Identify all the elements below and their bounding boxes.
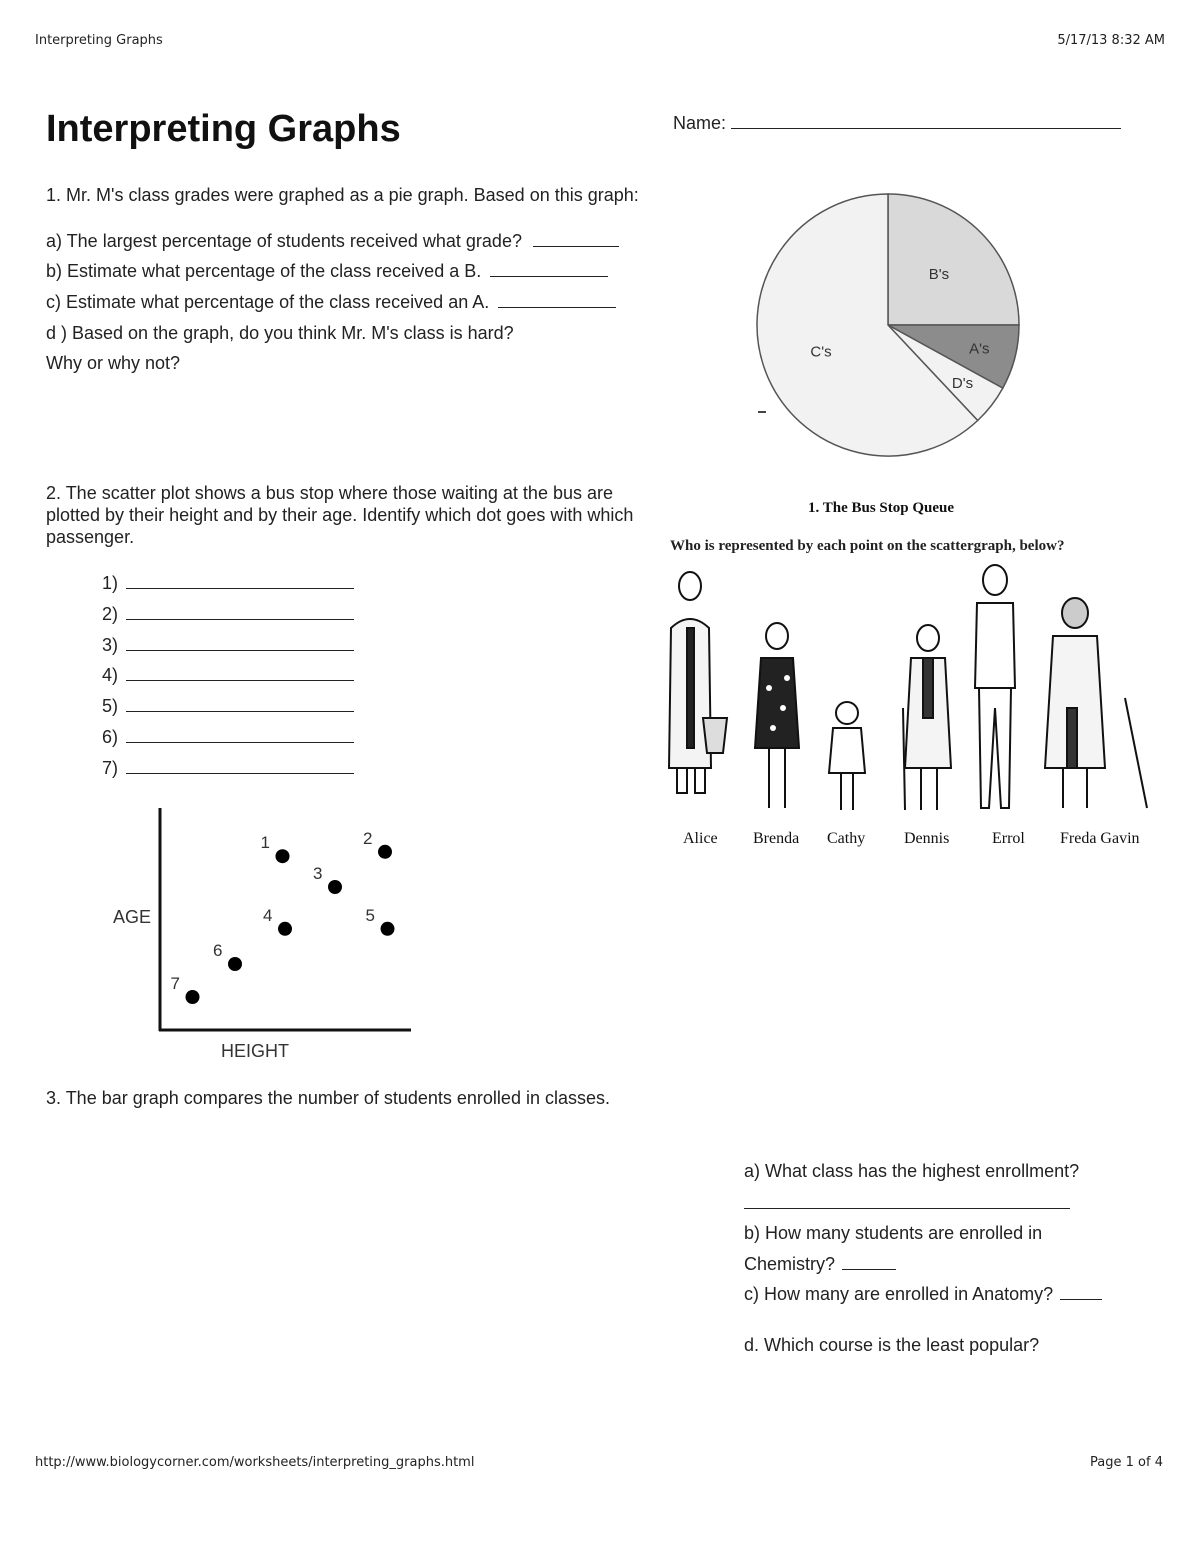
label-errol: Errol [992, 830, 1025, 847]
freda-gavin-figure [1045, 598, 1147, 808]
q2-answer-row [102, 634, 354, 656]
q3-c-text: c) How many are enrolled in Anatomy? [744, 1284, 1054, 1304]
pie-slice-label: B's [928, 266, 950, 284]
label-alice: Alice [683, 830, 718, 847]
dennis-figure [903, 625, 951, 810]
scatter-point [278, 922, 292, 936]
q1-c-text: c) Estimate what percentage of the class received an A. [46, 292, 490, 312]
q2-answer-number: 1) [102, 573, 119, 593]
q2-answer-row [102, 572, 354, 594]
header-timestamp: 5/17/13 8:32 AM [1057, 33, 1165, 48]
page-title: Interpreting Graphs [46, 108, 401, 150]
q3-c [744, 1283, 1102, 1305]
q2-answer-blank [126, 603, 354, 620]
q1-b-text: b) Estimate what percentage of the class received a B. [46, 261, 482, 281]
q2-answer-row [102, 695, 354, 717]
x-axis-label: HEIGHT [221, 1041, 290, 1061]
q2-answer-number: 7) [102, 757, 119, 778]
scatter-point-label: 7 [170, 974, 180, 993]
scatter-point [378, 845, 392, 859]
q3-b1: b) How many students are enrolled in [744, 1223, 1043, 1243]
q3-b-blank [842, 1253, 896, 1270]
label-freda-gavin: Freda Gavin [1060, 830, 1140, 847]
q2-answer-number: 2) [102, 603, 119, 624]
q3-b2 [744, 1253, 896, 1275]
q1-a-text: a) The largest percentage of students received what grade? [46, 231, 522, 251]
brenda-figure [755, 623, 799, 808]
label-brenda: Brenda [753, 830, 800, 847]
name-blank [731, 112, 1121, 129]
q2-prompt: 2. The scatter plot shows a bus stop where those waiting at the bus are plotted by their height and by their age. Identify which dot goes with which passenger. [46, 483, 634, 547]
pie-slice-label: A's [969, 340, 990, 358]
q2-answer-row [102, 726, 354, 748]
bus-stop-subtitle: Who is represented by each point on the scattergraph, below? [670, 538, 1065, 554]
pie-slice [888, 194, 1019, 325]
q2-answer-blank [126, 572, 354, 589]
q2-answer-row [102, 664, 354, 686]
pie-slice-label: C's [810, 343, 832, 361]
grades-pie-chart [740, 185, 1040, 475]
errol-figure [975, 565, 1015, 808]
q3-prompt: 3. The bar graph compares the number of students enrolled in classes. [46, 1088, 610, 1108]
q2-answer-number: 4) [102, 665, 119, 686]
q2-answer-blank [126, 695, 354, 712]
q2-answer-number: 5) [102, 696, 119, 717]
q3-d: d. Which course is the least popular? [744, 1335, 1040, 1355]
label-dennis: Dennis [904, 830, 950, 847]
q2-answer-row [102, 603, 354, 625]
scatter-point [328, 880, 342, 894]
q2-answer-blank [126, 664, 354, 681]
q1-prompt: 1. Mr. M's class grades were graphed as a pie graph. Based on this graph: [46, 185, 639, 205]
pie-slice-label: D's [951, 374, 974, 392]
q2-answer-number: 6) [102, 727, 119, 747]
scatter-point-label: 1 [260, 833, 270, 853]
bus-stop-illustration [665, 498, 1160, 858]
q1-d: d ) Based on the graph, do you think Mr. M's class is hard? [46, 323, 514, 343]
q2-answer-blank [126, 634, 354, 651]
q1-a [46, 230, 619, 252]
scatter-point-label: 2 [363, 828, 373, 848]
q1-d2: Why or why not? [46, 353, 181, 373]
scatter-point [228, 957, 242, 971]
scatter-point-label: 5 [365, 905, 375, 925]
q1-c-blank [498, 291, 616, 308]
q1-a-blank [533, 230, 619, 247]
q1-c [46, 291, 616, 313]
scatter-point [186, 990, 200, 1004]
footer-url[interactable]: http://www.biologycorner.com/worksheets/interpreting_graphs.html [35, 1455, 475, 1470]
bus-stop-scatter-plot [100, 800, 430, 1070]
scatter-point-label: 6 [213, 941, 223, 960]
name-label: Name: [673, 113, 727, 133]
cathy-figure [829, 702, 865, 810]
q2-answer-blank [126, 757, 354, 774]
q1-b [46, 260, 608, 282]
q2-answer-row [102, 757, 354, 779]
footer-page-number: Page 1 of 4 [1090, 1455, 1163, 1470]
y-axis-label: AGE [113, 907, 152, 927]
q3-a: a) What class has the highest enrollment? [744, 1161, 1080, 1181]
q1-b-blank [490, 260, 608, 277]
scatter-point [276, 849, 290, 863]
bus-stop-title: 1. The Bus Stop Queue [808, 500, 955, 516]
q2-answer-number: 3) [102, 634, 119, 655]
header-doc-title: Interpreting Graphs [35, 33, 163, 48]
scatter-point-label: 3 [313, 864, 323, 883]
q3-b2-text: Chemistry? [744, 1254, 836, 1274]
name-field [673, 112, 1121, 134]
alice-figure [669, 572, 727, 793]
queue-figures [665, 558, 1160, 823]
scatter-point [381, 922, 395, 936]
label-cathy: Cathy [827, 830, 866, 847]
scatter-point-label: 4 [263, 905, 273, 925]
q2-answer-blank [126, 726, 354, 743]
q3-a-blank [744, 1208, 1070, 1209]
q3-c-blank [1060, 1283, 1102, 1300]
